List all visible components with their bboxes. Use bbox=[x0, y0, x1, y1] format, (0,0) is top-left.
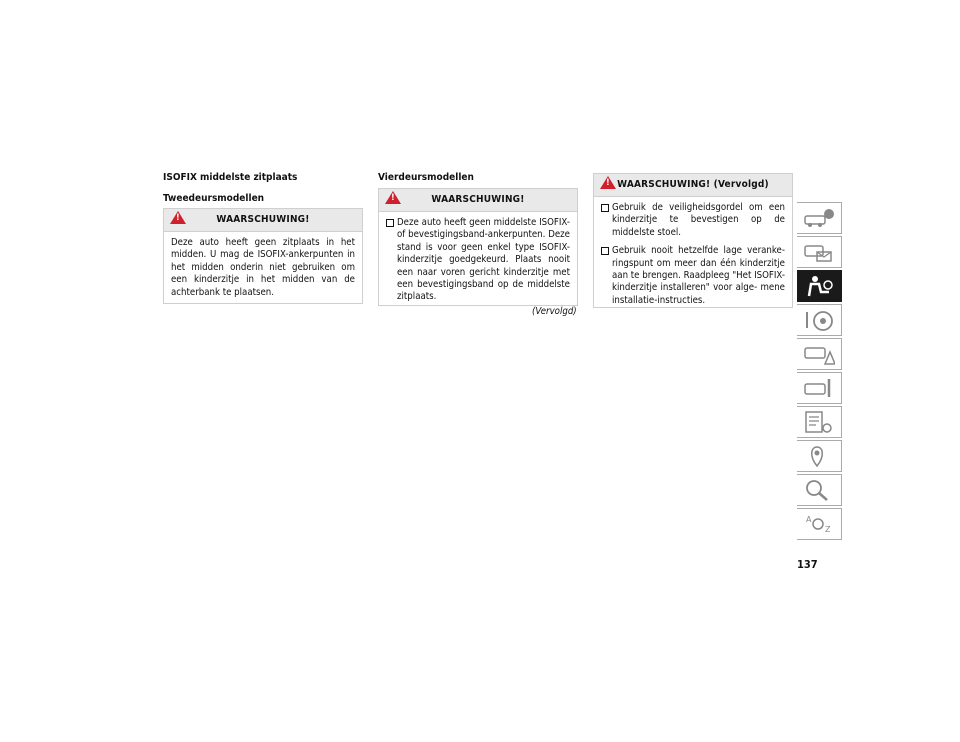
tab-car-service[interactable] bbox=[797, 372, 842, 404]
warning-box-continued bbox=[593, 173, 793, 308]
warning-title: WAARSCHUWING! bbox=[216, 214, 310, 225]
car-service-icon bbox=[803, 376, 835, 400]
warning-bullet: Gebruik nooit hetzelfde lage veranke- ringspunt om meer dan één kinderzitje aan te brengen. Raadpleeg "Het ISOFIX-kinderzitje installeren" voor alge- mene installatie-instructies. bbox=[601, 245, 785, 307]
checkbox-bullet-icon bbox=[601, 204, 609, 212]
warning-triangle-icon: ! bbox=[600, 176, 616, 189]
index-icon bbox=[803, 512, 835, 536]
svg-text:A: A bbox=[806, 515, 812, 524]
tab-car-warning[interactable] bbox=[797, 338, 842, 370]
warning-triangle-icon: ! bbox=[170, 211, 186, 224]
warning-box-four-door bbox=[378, 188, 578, 306]
subheading-four-door: Vierdeursmodellen bbox=[378, 172, 474, 183]
steering-wheel-icon bbox=[803, 308, 835, 332]
tab-search[interactable] bbox=[797, 474, 842, 506]
warning-header bbox=[379, 189, 577, 212]
checkbox-bullet-icon bbox=[386, 219, 394, 227]
warning-bullet: Gebruik de veiligheidsgordel om een kinderzitje te bevestigen op de middelste stoel. bbox=[601, 202, 785, 239]
checkbox-bullet-icon bbox=[601, 247, 609, 255]
svg-text:Z: Z bbox=[825, 525, 831, 534]
warning-title: WAARSCHUWING! bbox=[431, 194, 525, 205]
car-warning-icon bbox=[803, 342, 835, 366]
tab-navigation[interactable] bbox=[797, 440, 842, 472]
warning-title: WAARSCHUWING! (Vervolgd) bbox=[617, 179, 769, 190]
warning-text: Deze auto heeft geen zitplaats in het midden. U mag de ISOFIX-ankerpunten in het midden onderin niet gebruiken om een kinderzitje in het midden van de achterbank te plaatsen. bbox=[171, 237, 355, 298]
warning-header bbox=[164, 209, 362, 232]
tab-steering-wheel[interactable] bbox=[797, 304, 842, 336]
magnifier-icon bbox=[803, 478, 835, 502]
tab-car-mail[interactable] bbox=[797, 236, 842, 268]
maintenance-checklist-icon bbox=[803, 410, 835, 434]
tab-index[interactable] bbox=[797, 508, 842, 540]
warning-bullet: Deze auto heeft geen middelste ISOFIX- of bevestigingsband-ankerpunten. Deze stand is voor geen enkel type ISOFIX-kinderzitje goedgekeurd. Plaats nooit een naar voren gericht kinderzitje met een bevestigingsband op de middelste zitplaats. bbox=[386, 217, 570, 304]
tab-car-info[interactable] bbox=[797, 202, 842, 234]
car-info-icon bbox=[803, 206, 835, 230]
section-heading: ISOFIX middelste zitplaats bbox=[163, 172, 298, 183]
continued-label: (Vervolgd) bbox=[532, 306, 577, 317]
warning-body bbox=[379, 212, 577, 310]
warning-triangle-icon: ! bbox=[385, 191, 401, 204]
tab-maintenance[interactable] bbox=[797, 406, 842, 438]
warning-header bbox=[594, 174, 792, 197]
warning-box-two-door bbox=[163, 208, 363, 304]
seat-safety-icon bbox=[803, 274, 835, 298]
navigation-icon bbox=[803, 444, 835, 468]
car-mail-icon bbox=[803, 240, 835, 264]
warning-body bbox=[594, 197, 792, 313]
subheading-two-door: Tweedeursmodellen bbox=[163, 193, 265, 204]
tab-seat-safety[interactable] bbox=[797, 270, 842, 302]
page-number: 137 bbox=[797, 558, 818, 571]
